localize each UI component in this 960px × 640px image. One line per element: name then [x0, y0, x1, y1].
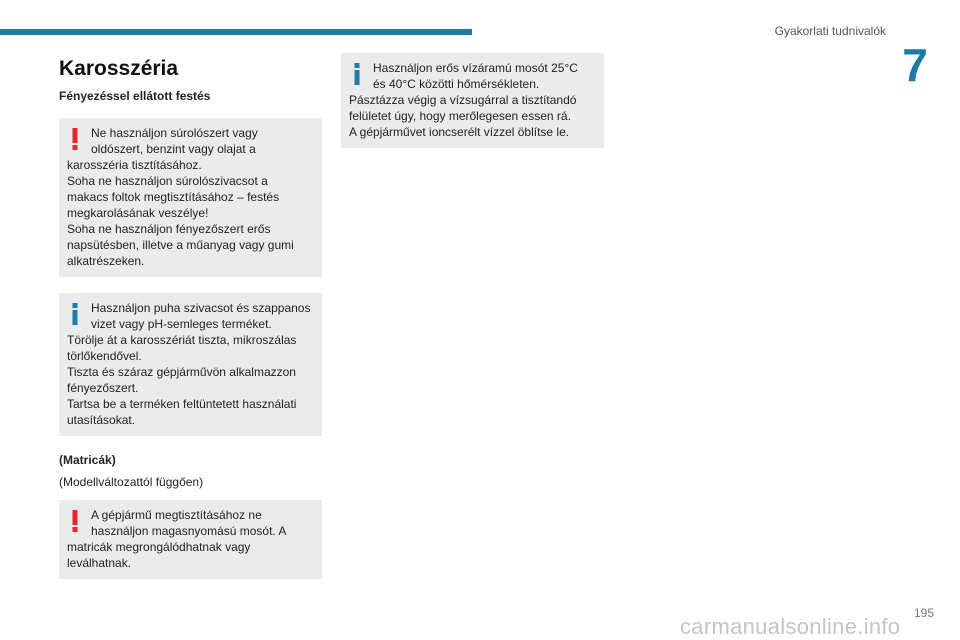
section-label: Gyakorlati tudnivalók	[774, 24, 886, 38]
info-line: fényezőszert.	[67, 381, 139, 395]
warning-line: A gépjármű megtisztításához ne	[91, 508, 262, 522]
info-icon	[353, 63, 361, 89]
info-line: Tartsa be a terméken feltüntetett használati	[67, 397, 297, 411]
info-line: Használjon puha szivacsot és szappanos	[91, 301, 311, 315]
warning-line: oldószert, benzint vagy olajat a	[91, 142, 256, 156]
right-column	[341, 53, 604, 164]
warning-line: napsütésben, illetve a műanyag vagy gumi	[67, 238, 294, 252]
warning-box-paint	[59, 118, 322, 277]
model-note: (Modellváltozattól függően)	[59, 475, 204, 489]
top-accent-bar	[0, 29, 472, 35]
subtitle: Fényezéssel ellátott festés	[59, 89, 211, 103]
warning-line: használjon magasnyomású mosót. A	[91, 524, 287, 538]
left-column	[59, 56, 322, 595]
info-icon	[71, 303, 79, 329]
info-line: Törölje át a karosszériát tiszta, mikroszálas	[67, 333, 297, 347]
warning-line: Ne használjon súrolószert vagy	[91, 126, 258, 140]
page-number: 195	[913, 606, 934, 620]
info-box-pressure-washer	[341, 53, 604, 148]
info-line: Használjon erős vízáramú mosót 25°C	[373, 61, 578, 75]
info-line: Tiszta és száraz gépjárművön alkalmazzon	[67, 365, 296, 379]
info-line: felületet úgy, hogy merőlegesen essen rá.	[349, 109, 571, 123]
exclamation-icon	[71, 128, 79, 154]
chapter-number: 7	[902, 39, 928, 91]
warning-line: karosszéria tisztításához.	[67, 158, 202, 172]
watermark: carmanualsonline.info	[680, 614, 901, 639]
info-box-cleaning	[59, 293, 322, 436]
info-line: vizet vagy pH-semleges terméket.	[91, 317, 272, 331]
page-title: Karosszéria	[59, 57, 179, 80]
warning-line: leválhatnak.	[67, 556, 132, 570]
warning-line: alkatrészeken.	[67, 254, 145, 268]
info-line: utasításokat.	[67, 413, 136, 427]
info-line: A gépjárművet ioncserélt vízzel öblítse le.	[349, 125, 570, 139]
warning-line: makacs foltok megtisztításához – festés	[67, 190, 280, 204]
warning-line: matricák megrongálódhatnak vagy	[67, 540, 251, 554]
warning-line: megkarolásának veszélye!	[67, 206, 209, 220]
info-line: törlőkendővel.	[67, 349, 142, 363]
warning-box-decals	[59, 500, 322, 579]
decals-heading: (Matricák)	[59, 453, 116, 467]
warning-line: Soha ne használjon súrolószivacsot a	[67, 174, 268, 188]
info-line: és 40°C közötti hőmérsékleten.	[373, 77, 540, 91]
warning-line: Soha ne használjon fényezőszert erős	[67, 222, 271, 236]
info-line: Pásztázza végig a vízsugárral a tisztítandó	[349, 93, 577, 107]
exclamation-icon	[71, 510, 79, 536]
